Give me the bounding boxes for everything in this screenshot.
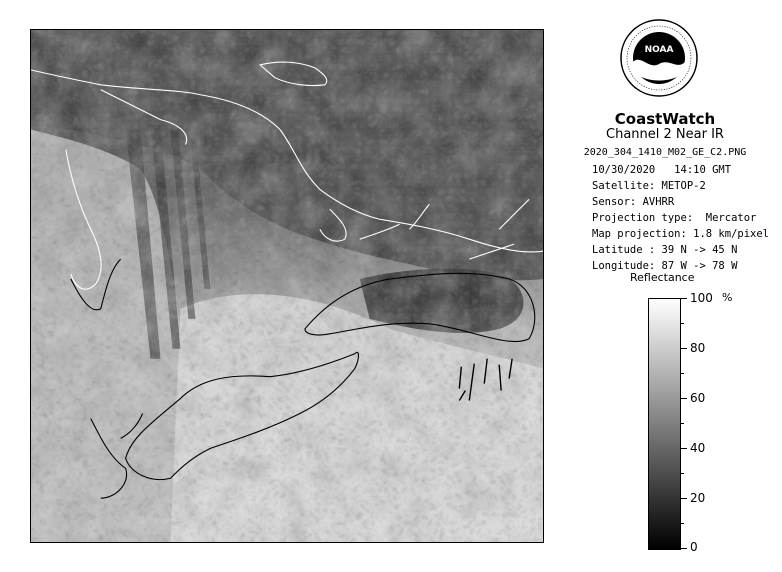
tick-major (681, 498, 687, 499)
longitude-range: Longitude: 87 W -> 78 W (592, 260, 738, 272)
tick-minor (681, 473, 684, 474)
tick-major (681, 548, 687, 549)
colorbar-unit: % (722, 291, 733, 304)
satellite-image (30, 29, 544, 543)
noaa-logo (619, 18, 699, 98)
brand-title: CoastWatch (614, 110, 716, 128)
colorbar-label-0: 0 (690, 540, 698, 554)
tick-major (681, 448, 687, 449)
reflectance-colorbar (648, 298, 681, 550)
projection-type: Projection type: Mercator (592, 212, 757, 224)
tick-minor (681, 423, 684, 424)
logo-wordmark: NOAA (644, 45, 674, 55)
tick-minor (681, 323, 684, 324)
tick-major (681, 348, 687, 349)
latitude-range: Latitude : 39 N -> 45 N (592, 244, 738, 256)
map-projection: Map projection: 1.8 km/pixel (592, 228, 770, 240)
sensor-label: Sensor: AVHRR (592, 196, 675, 208)
satellite-imagery-svg (31, 30, 543, 542)
tick-major (681, 398, 687, 399)
date-time: 10/30/2020 14:10 GMT (592, 164, 732, 176)
tick-major (681, 298, 687, 299)
tick-minor (681, 523, 684, 524)
colorbar-label-80: 80 (690, 341, 706, 355)
satellite-label: Satellite: METOP-2 (592, 180, 706, 192)
colorbar-title: Reflectance (630, 271, 695, 284)
colorbar-label-100: 100 (690, 291, 713, 305)
colorbar-label-20: 20 (690, 491, 706, 505)
channel-label: Channel 2 Near IR (606, 127, 724, 142)
colorbar-label-60: 60 (690, 391, 706, 405)
colorbar-label-40: 40 (690, 441, 706, 455)
tick-minor (681, 373, 684, 374)
filename-label: 2020_304_1410_M02_GE_C2.PNG (583, 147, 747, 158)
